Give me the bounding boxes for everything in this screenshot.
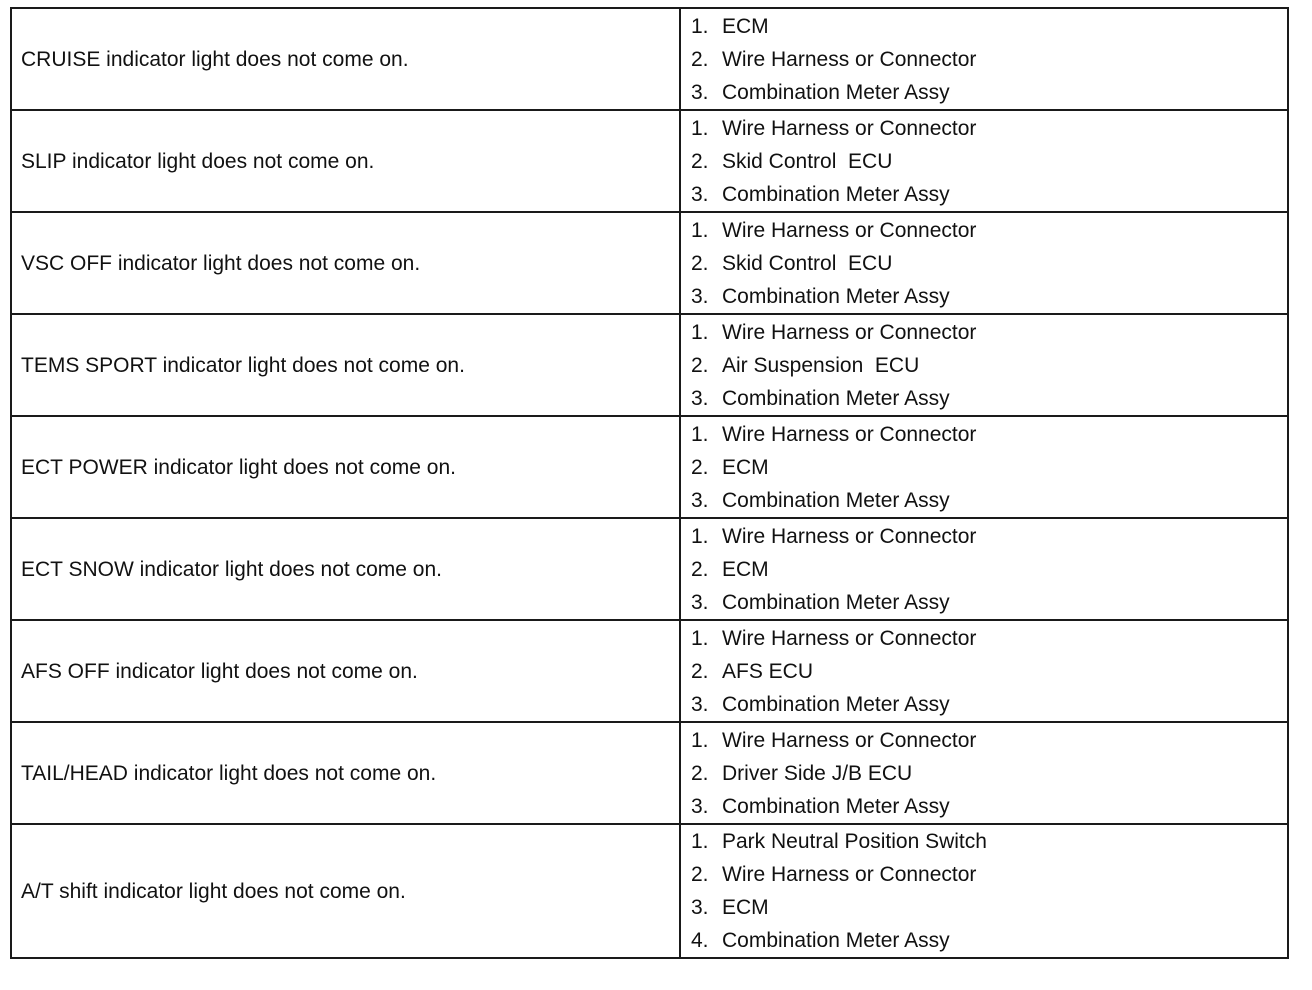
suspected-area-item	[691, 451, 1287, 484]
item-text: Air Suspension ECU	[722, 353, 920, 377]
table-body	[11, 8, 1288, 958]
symptom-cell: CRUISE indicator light does not come on.	[11, 8, 680, 110]
item-number: 2.	[691, 47, 709, 71]
symptom-cell: ECT POWER indicator light does not come on.	[11, 416, 680, 518]
item-number: 1.	[691, 422, 709, 446]
suspected-area-item	[691, 724, 1287, 757]
item-text: ECM	[722, 557, 769, 581]
suspected-area-item	[691, 280, 1287, 313]
item-number: 3.	[691, 80, 709, 104]
symptom-cell: VSC OFF indicator light does not come on.	[11, 212, 680, 314]
suspected-area-item	[691, 924, 1287, 957]
symptom-cell: SLIP indicator light does not come on.	[11, 110, 680, 212]
item-number: 1.	[691, 728, 709, 752]
item-number: 4.	[691, 929, 709, 952]
suspected-area-item	[691, 10, 1287, 43]
suspected-area-cell	[680, 620, 1288, 722]
table-row	[11, 8, 1288, 110]
item-number: 1.	[691, 524, 709, 548]
item-text: AFS ECU	[722, 659, 814, 683]
suspected-area-cell	[680, 824, 1288, 958]
table-row	[11, 620, 1288, 722]
item-number: 2.	[691, 353, 709, 377]
suspected-area-cell	[680, 212, 1288, 314]
suspected-area-cell	[680, 416, 1288, 518]
item-number: 2.	[691, 557, 709, 581]
table-row	[11, 518, 1288, 620]
item-text: ECM	[722, 896, 769, 919]
table-row	[11, 212, 1288, 314]
item-number: 2.	[691, 863, 709, 886]
suspected-area-item	[691, 316, 1287, 349]
item-number: 3.	[691, 284, 709, 308]
table-row	[11, 722, 1288, 824]
item-text: Combination Meter Assy	[722, 929, 950, 952]
item-text: Driver Side J/B ECU	[722, 761, 913, 785]
suspected-area-item	[691, 418, 1287, 451]
item-number: 3.	[691, 386, 709, 410]
symptom-cell: AFS OFF indicator light does not come on.	[11, 620, 680, 722]
item-number: 2.	[691, 659, 709, 683]
table-row	[11, 314, 1288, 416]
item-number: 1.	[691, 830, 709, 853]
suspected-area-cell	[680, 314, 1288, 416]
item-text: Combination Meter Assy	[722, 794, 950, 818]
suspected-area-item	[691, 553, 1287, 586]
suspected-area-item	[691, 178, 1287, 211]
item-number: 2.	[691, 455, 709, 479]
item-text: Skid Control ECU	[722, 251, 893, 275]
suspected-area-item	[691, 891, 1287, 924]
item-text: Park Neutral Position Switch	[722, 830, 987, 853]
item-text: Wire Harness or Connector	[722, 863, 977, 886]
item-number: 2.	[691, 251, 709, 275]
item-text: Wire Harness or Connector	[722, 524, 977, 548]
item-text: Wire Harness or Connector	[722, 728, 977, 752]
item-text: Combination Meter Assy	[722, 284, 950, 308]
suspected-area-cell	[680, 8, 1288, 110]
item-text: Wire Harness or Connector	[722, 116, 977, 140]
suspected-area-item	[691, 214, 1287, 247]
item-text: Wire Harness or Connector	[722, 422, 977, 446]
item-text: Combination Meter Assy	[722, 182, 950, 206]
item-number: 1.	[691, 218, 709, 242]
symptom-cell: TEMS SPORT indicator light does not come on.	[11, 314, 680, 416]
suspected-area-item	[691, 586, 1287, 619]
suspected-area-cell	[680, 518, 1288, 620]
table-row	[11, 824, 1288, 958]
item-number: 2.	[691, 761, 709, 785]
suspected-area-item	[691, 484, 1287, 517]
suspected-area-item	[691, 247, 1287, 280]
troubleshooting-table	[10, 7, 1289, 959]
item-number: 3.	[691, 896, 709, 919]
item-text: Combination Meter Assy	[722, 80, 950, 104]
table-row	[11, 416, 1288, 518]
item-number: 3.	[691, 590, 709, 614]
item-text: Combination Meter Assy	[722, 590, 950, 614]
suspected-area-item	[691, 858, 1287, 891]
item-text: Wire Harness or Connector	[722, 320, 977, 344]
item-number: 3.	[691, 488, 709, 512]
suspected-area-item	[691, 382, 1287, 415]
suspected-area-item	[691, 43, 1287, 76]
item-text: ECM	[722, 14, 769, 38]
item-text: Wire Harness or Connector	[722, 47, 977, 71]
item-number: 3.	[691, 182, 709, 206]
suspected-area-item	[691, 112, 1287, 145]
suspected-area-item	[691, 145, 1287, 178]
item-text: Wire Harness or Connector	[722, 218, 977, 242]
item-text: Combination Meter Assy	[722, 692, 950, 716]
suspected-area-item	[691, 688, 1287, 721]
symptom-cell: A/T shift indicator light does not come on.	[11, 824, 680, 958]
suspected-area-item	[691, 520, 1287, 553]
item-text: Combination Meter Assy	[722, 386, 950, 410]
item-text: Wire Harness or Connector	[722, 626, 977, 650]
suspected-area-item	[691, 655, 1287, 688]
item-number: 3.	[691, 794, 709, 818]
item-number: 1.	[691, 116, 709, 140]
symptom-cell: TAIL/HEAD indicator light does not come on.	[11, 722, 680, 824]
item-text: ECM	[722, 455, 769, 479]
suspected-area-item	[691, 349, 1287, 382]
item-text: Skid Control ECU	[722, 149, 893, 173]
suspected-area-item	[691, 757, 1287, 790]
symptom-cell: ECT SNOW indicator light does not come on.	[11, 518, 680, 620]
suspected-area-cell	[680, 722, 1288, 824]
item-text: Combination Meter Assy	[722, 488, 950, 512]
suspected-area-item	[691, 76, 1287, 109]
item-number: 2.	[691, 149, 709, 173]
suspected-area-item	[691, 790, 1287, 823]
item-number: 1.	[691, 14, 709, 38]
table-row	[11, 110, 1288, 212]
item-number: 1.	[691, 320, 709, 344]
item-number: 3.	[691, 692, 709, 716]
suspected-area-cell	[680, 110, 1288, 212]
suspected-area-item	[691, 825, 1287, 858]
suspected-area-item	[691, 622, 1287, 655]
item-number: 1.	[691, 626, 709, 650]
